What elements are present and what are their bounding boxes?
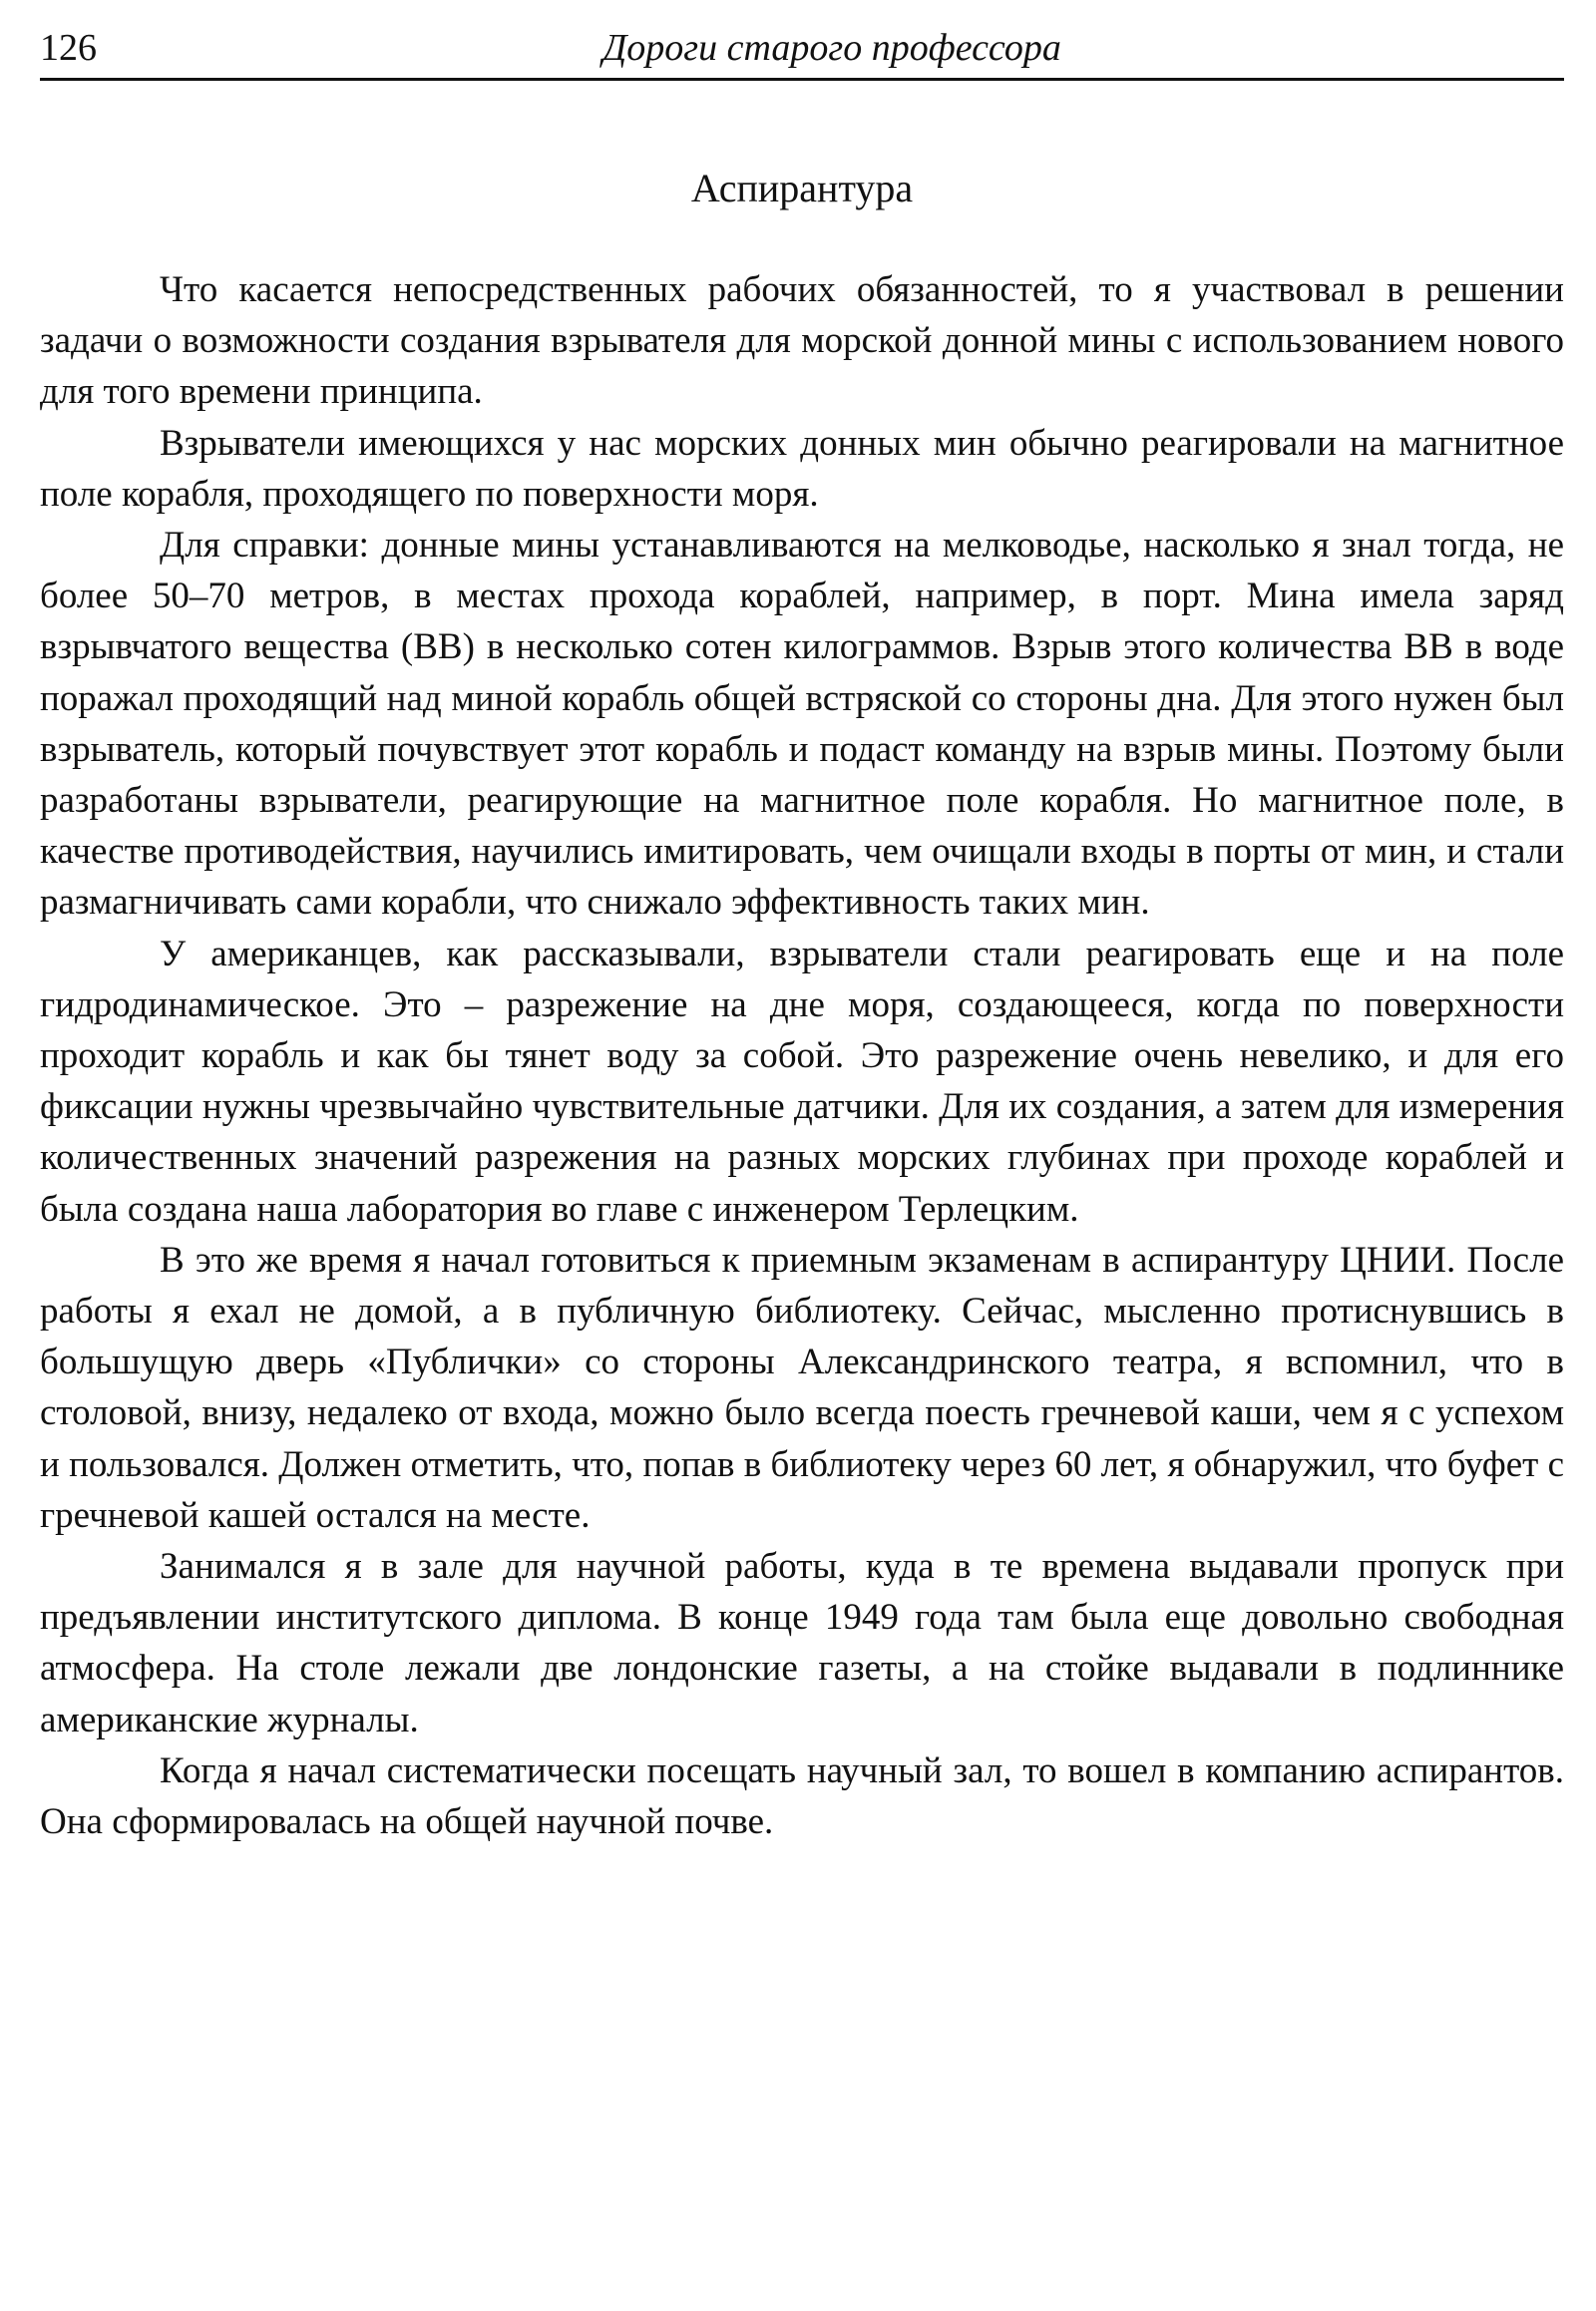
paragraph: Что касается непосредственных рабочих обязанностей, то я участвовал в решении задачи о возможности создания взрывателя для морской донной мины с использованием нового для того времени принципа. [40, 269, 1564, 413]
paragraph: Когда я начал систематически посещать научный зал, то вошел в компанию аспирантов. Она сформировалась на общей научной почве. [40, 1749, 1564, 1843]
book-page [40, 20, 1564, 1847]
book-title: Дороги старого профессора [602, 27, 1061, 69]
paragraph: В это же время я начал готовиться к приемным экзаменам в аспирантуру ЦНИИ. После работы я ехал не домой, а в публичную библиотеку. Сейчас, мысленно протиснувшись в большущую дверь «Публички» со стороны Александринского театра, я вспомнил, что в столовой, внизу, недалеко от входа, можно было всегда поесть гречневой каши, чем я с успехом и пользовался. Должен отметить, что, попав в библиотеку через 60 лет, я обнаружил, что буфет с гречневой кашей остался на месте. [40, 1239, 1564, 1536]
paragraph: Занимался я в зале для научной работы, куда в те времена выдавали пропуск при предъявлении институтского диплома. В конце 1949 года там была еще довольно свободная атмосфера. На столе лежали две лондонские газеты, а на стойке выдавали в подлиннике американские журналы. [40, 1546, 1564, 1740]
paragraph: У американцев, как рассказывали, взрыватели стали реагировать еще и на поле гидродинамическое. Это – разрежение на дне моря, создающееся, когда по поверхности проходит корабль и как бы тянет воду за собой. Это разрежение очень невелико, и для его фиксации нужны чрезвычайно чувствительные датчики. Для их создания, а затем для измерения количественных значений разрежения на разных морских глубинах при проходе кораблей и была создана наша лаборатория во главе с инженером Терлецким. [40, 933, 1564, 1230]
chapter-heading: Аспирантура [690, 166, 914, 210]
page-number: 126 [40, 27, 97, 69]
body-text [40, 264, 1564, 1847]
paragraph: Взрыватели имеющихся у нас морских донных мин обычно реагировали на магнитное поле корабля, проходящего по поверхности моря. [40, 422, 1564, 515]
paragraph: Для справки: донные мины устанавливаются на мелководье, насколько я знал тогда, не более 50–70 метров, в местах прохода кораблей, например, в порт. Мина имела заряд взрывчатого вещества (ВВ) в несколько сотен килограммов. Взрыв этого количества ВВ в воде поражал проходящий над миной корабль общей встряской со стороны дна. Для этого нужен был взрыватель, который почувствует этот корабль и подаст команду на взрыв мины. Поэтому были разработаны взрыватели, реагирующие на магнитное поле корабля. Но магнитное поле, в качестве противодействия, научились имитировать, чем очищали входы в порты от мин, и стали размагничивать сами корабли, что снижало эффективность таких мин. [40, 525, 1564, 924]
running-head [40, 20, 1564, 81]
